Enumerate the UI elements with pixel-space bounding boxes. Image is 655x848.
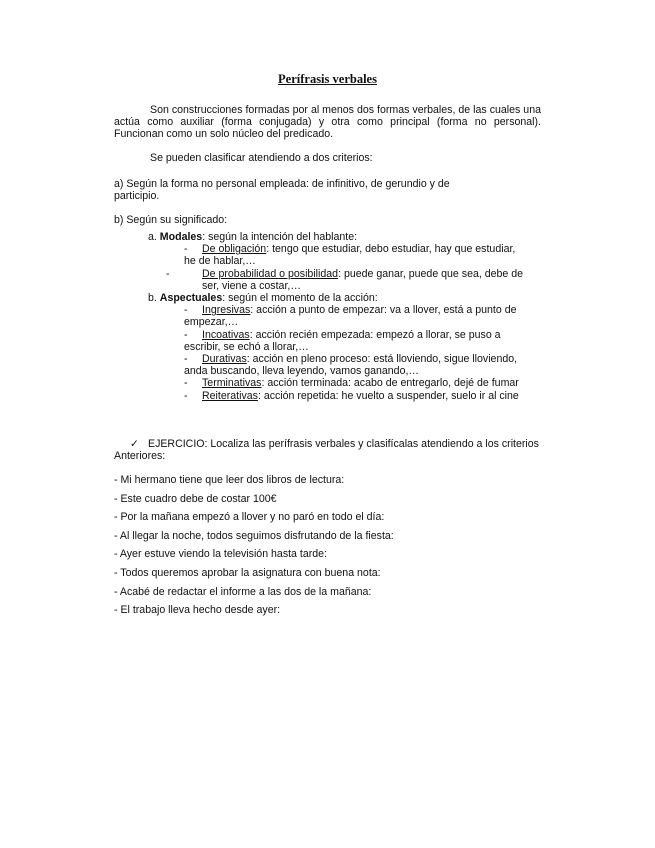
item-text: : acción repetida: he vuelto a suspender, suelo ir al cine xyxy=(257,389,519,402)
category-desc: : según la intención del hablante: xyxy=(202,231,358,243)
list-item: - Ayer estuve viendo la televisión hasta tarde: xyxy=(114,548,327,561)
checkmark-icon: ✓ xyxy=(130,438,139,450)
page-title: Perífrasis verbales xyxy=(278,72,377,86)
list-item: - Este cuadro debe de costar 100€ xyxy=(114,492,277,505)
exercise-text: EJERCICIO: Localiza las perífrasis verbales y clasifícalas atendiendo a los criterios Anteriores: xyxy=(114,438,539,463)
category-label: Modales xyxy=(159,231,203,243)
category-modales xyxy=(148,231,548,243)
item-text: : acción en pleno proceso: está lloviendo, sigue lloviendo, anda buscando, lleva leyendo, vamos ganando,… xyxy=(184,353,518,378)
criterion-b: b) Según su significado: xyxy=(114,214,228,226)
list-item: - Ingresivas: acción a punto de empezar: va a llover, está a punto de empezar,… xyxy=(184,304,517,329)
criterion-a: a) Según la forma no personal empleada: de infinitivo, de gerundio y de participio. xyxy=(114,178,450,203)
category-aspectuales xyxy=(148,292,548,304)
list-item: - Al llegar la noche, todos seguimos disfrutando de la fiesta: xyxy=(114,529,394,542)
list-item: - El trabajo lleva hecho desde ayer: xyxy=(114,604,281,617)
intro-paragraph: Son construcciones formadas por al menos dos formas verbales, de las cuales una actúa como auxiliar (forma conjugada) y otra como principal (forma no personal). Funcionan como un solo núcleo del predicado. xyxy=(114,104,541,141)
list-item: - Todos queremos aprobar la asignatura con buena nota: xyxy=(114,566,381,579)
list-item: - Durativas: acción en pleno proceso: está lloviendo, sigue lloviendo, anda buscando, lleva leyendo, vamos ganando,… xyxy=(184,353,518,378)
item-term: De probabilidad o posibilidad xyxy=(202,267,339,280)
category-marker: a. xyxy=(148,231,157,243)
item-term: Incoativas xyxy=(202,328,250,341)
list-item: - Incoativas: acción recién empezada: empezó a llorar, se puso a escribir, se echó a llorar,… xyxy=(184,328,501,353)
list-item: - De probabilidad o posibilidad: puede ganar, puede que sea, debe de ser, viene a costar,… xyxy=(166,267,524,292)
category-label: Aspectuales xyxy=(159,292,223,305)
exercise-sentences xyxy=(114,474,554,623)
item-text: : acción a punto de empezar: va a llover, está a punto de empezar,… xyxy=(184,304,517,329)
item-term: De obligación xyxy=(202,243,267,256)
item-term: Reiterativas xyxy=(202,389,258,402)
exercise-instruction xyxy=(114,438,554,463)
list-item: - Acabé de redactar el informe a las dos de la mañana: xyxy=(114,585,372,598)
item-term: Durativas xyxy=(202,353,247,366)
list-item: - Por la mañana empezó a llover y no paró en todo el día: xyxy=(114,511,385,524)
item-text: : acción recién empezada: empezó a llorar, se puso a escribir, se echó a llorar,… xyxy=(184,328,501,353)
item-text: : tengo que estudiar, debo estudiar, hay que estudiar, he de hablar,… xyxy=(184,243,516,268)
item-text: : acción terminada: acabo de entregarlo, dejé de fumar xyxy=(261,377,519,390)
item-text: : puede ganar, puede que sea, debe de ser, viene a costar,… xyxy=(202,267,524,292)
item-term: Terminativas xyxy=(202,377,262,390)
list-item: - Mi hermano tiene que leer dos libros de lectura: xyxy=(114,474,345,486)
item-term: Ingresivas xyxy=(202,304,251,317)
list-item: - Terminativas: acción terminada: acabo de entregarlo, dejé de fumar xyxy=(184,377,519,390)
criteria-intro: Se pueden clasificar atendiendo a dos criterios: xyxy=(150,152,373,164)
category-desc: : según el momento de la acción: xyxy=(222,292,378,305)
category-marker: b. xyxy=(148,292,157,305)
list-item: - Reiterativas: acción repetida: he vuelto a suspender, suelo ir al cine xyxy=(184,389,519,402)
list-item: - De obligación: tengo que estudiar, debo estudiar, hay que estudiar, he de hablar,… xyxy=(184,243,516,268)
classification-list xyxy=(148,231,548,402)
